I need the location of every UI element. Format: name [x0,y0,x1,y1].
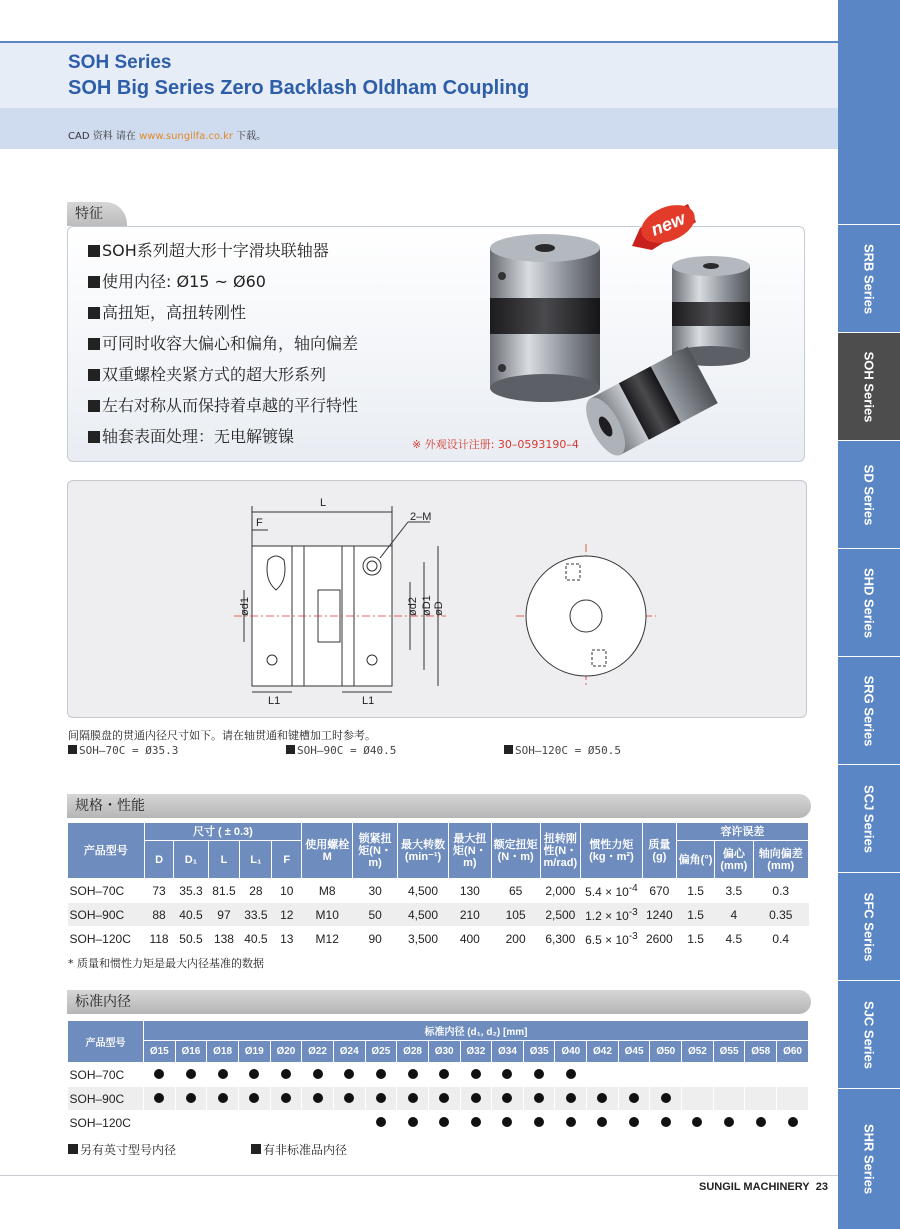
cell-model: SOH–120C [68,927,145,951]
bore-cell [745,1087,777,1111]
available-dot-icon [724,1117,734,1127]
tab-label: SHD Series [861,567,877,638]
available-dot-icon [471,1117,481,1127]
cell-F: 12 [272,903,302,927]
dim-L1-left: L1 [268,695,281,707]
cell-axial: 0.4 [753,927,809,951]
available-dot-icon [502,1117,512,1127]
cell-mass: 670 [642,879,676,903]
bore-size-row [68,1041,809,1063]
bore-through-item: SOH–120C = Ø50.5 [504,744,621,757]
bore-cell [397,1087,429,1111]
bore-cell [650,1063,682,1087]
cad-suffix: 下载。 [233,131,267,142]
tab-label: SRG Series [861,675,877,746]
cell-torque: 90 [353,927,398,951]
bore-cell [333,1063,365,1087]
design-registration-note: ※ 外观设计注册: 30–0593190–4 [412,438,579,451]
col-D1: D₁ [174,841,208,879]
cell-axial: 0.3 [753,879,809,903]
col-bore-size: Ø35 [523,1041,555,1063]
cell-max-torque: 210 [449,903,492,927]
col-inertia: 惯性力矩(kg・m²) [581,823,643,879]
inertia-mantissa: 6.5 [585,932,602,947]
available-dot-icon [154,1069,164,1079]
bore-cell [238,1063,270,1087]
cell-offset: 3.5 [715,879,753,903]
available-dot-icon [629,1093,639,1103]
page-title: SOH Big Series Zero Backlash Oldham Coupling [68,77,530,99]
tab-srb-series[interactable] [838,224,900,332]
col-bore-size: Ø50 [650,1041,682,1063]
col-torque: 锁紧扭矩(N・m) [353,823,398,879]
tab-label: SCJ Series [861,784,877,853]
bore-cell [460,1087,492,1111]
cell-speed: 4,500 [397,879,448,903]
cell-D: 73 [144,879,174,903]
bore-cell [365,1063,397,1087]
table-row [68,903,809,927]
available-dot-icon [566,1093,576,1103]
col-bore-size: Ø25 [365,1041,397,1063]
cell-rated-torque: 65 [491,879,540,903]
times-ten: × 10 [605,884,629,899]
col-axial: 轴向偏差(mm) [753,841,809,879]
table-row [68,1063,809,1087]
tab-shd-series[interactable] [838,548,900,656]
bore-cell [460,1063,492,1087]
series-tab-bar [838,0,900,1229]
available-dot-icon [439,1069,449,1079]
col-bore-size: Ø20 [270,1041,302,1063]
available-dot-icon [534,1069,544,1079]
cad-prefix: CAD 资料 请在 [68,131,140,142]
bore-cell [587,1063,619,1087]
bore-cell [682,1087,714,1111]
col-bore-size: Ø18 [207,1041,239,1063]
bore-table [67,1020,809,1135]
bore-cell [492,1087,524,1111]
feature-item: 双重螺栓夹紧方式的超大形系列 [88,364,358,395]
cad-download-note [68,127,266,142]
tab-scj-series[interactable] [838,764,900,872]
bore-cell [270,1111,302,1135]
table-row [68,927,809,951]
tab-sjc-series[interactable] [838,980,900,1088]
cell-L: 138 [208,927,240,951]
col-bore-size: Ø52 [682,1041,714,1063]
dim-D1: øD1 [421,595,433,616]
cell-L: 81.5 [208,879,240,903]
bore-through-item: SOH–90C = Ø40.5 [286,744,396,757]
features-title: 特征 [67,202,127,226]
cell-D: 88 [144,903,174,927]
bore-cell [175,1087,207,1111]
available-dot-icon [186,1093,196,1103]
col-bore-size: Ø30 [428,1041,460,1063]
dim-d2: ød2 [407,597,419,616]
available-dot-icon [313,1093,323,1103]
feature-item: 轴套表面处理：无电解镀镍 [88,426,358,457]
spec-heading-bar [67,794,811,818]
legend-inch-bore: 另有英寸型号内径 [68,1141,176,1158]
available-dot-icon [313,1069,323,1079]
cell-angle: 1.5 [676,903,714,927]
col-max-torque: 最大扭矩(N・m) [449,823,492,879]
spec-table [67,822,809,951]
tab-label: SHR Series [861,1123,877,1195]
bore-through-note: 间隔膜盘的贯通内径尺寸如下。请在轴贯通和键槽加工时参考。 [68,729,376,742]
col-speed: 最大转数(min⁻¹) [397,823,448,879]
col-model: 产品型号 [68,1021,144,1063]
bore-cell [555,1087,587,1111]
col-bolt: 使用螺栓M [302,823,353,879]
bore-cell [777,1087,809,1111]
bore-cell [460,1111,492,1135]
feature-item: 可同时收容大偏心和偏角，轴向偏差 [88,333,358,364]
available-dot-icon [471,1093,481,1103]
cell-D1: 35.3 [174,879,208,903]
available-dot-icon [566,1117,576,1127]
bore-through-item: SOH–70C = Ø35.3 [68,744,178,757]
bore-cell [302,1087,334,1111]
bore-cell [302,1063,334,1087]
col-L: L [208,841,240,879]
available-dot-icon [439,1117,449,1127]
available-dot-icon [661,1093,671,1103]
col-bore-size: Ø60 [777,1041,809,1063]
tab-sd-series[interactable] [838,440,900,548]
cell-bolt: M8 [302,879,353,903]
available-dot-icon [154,1093,164,1103]
bore-cell [207,1087,239,1111]
footer-text [699,1181,828,1193]
bore-cell [492,1111,524,1135]
bore-cell [650,1111,682,1135]
bore-cell [397,1111,429,1135]
bore-cell [618,1063,650,1087]
features-heading [67,202,197,226]
bore-cell [270,1087,302,1111]
feature-item: 左右对称从而保持着卓越的平行特性 [88,395,358,426]
bore-cell [492,1063,524,1087]
bore-cell [618,1087,650,1111]
col-F: F [272,841,302,879]
bore-cell [587,1087,619,1111]
series-title: SOH Series [68,52,172,73]
col-bore-size: Ø40 [555,1041,587,1063]
table-row [68,879,809,903]
tab-label: SFC Series [861,892,877,961]
cell-max-torque: 400 [449,927,492,951]
bore-cell [777,1063,809,1087]
available-dot-icon [408,1069,418,1079]
cell-speed: 4,500 [397,903,448,927]
bore-cell [523,1063,555,1087]
available-dot-icon [376,1117,386,1127]
product-photo [480,228,780,460]
cad-link[interactable]: www.sungilfa.co.kr [139,131,233,142]
available-dot-icon [186,1069,196,1079]
col-bore-size: Ø32 [460,1041,492,1063]
bore-heading [67,990,811,1014]
cell-F: 10 [272,879,302,903]
cell-L1: 33.5 [240,903,272,927]
bore-cell [238,1087,270,1111]
cell-speed: 3,500 [397,927,448,951]
col-bore-range: 标准内径 (d₁, d₂) [mm] [143,1021,808,1041]
cell-rated-torque: 105 [491,903,540,927]
bore-cell [618,1111,650,1135]
available-dot-icon [249,1069,259,1079]
available-dot-icon [597,1093,607,1103]
cell-model: SOH–120C [68,1111,144,1135]
bore-cell [682,1063,714,1087]
bore-cell [745,1063,777,1087]
bore-title: 标准内径 [75,994,131,1010]
cell-model: SOH–70C [68,879,145,903]
new-badge-label: new [648,208,688,240]
inertia-exponent: -3 [628,930,638,942]
col-bore-size: Ø22 [302,1041,334,1063]
col-rated-torque: 额定扭矩(N・m) [491,823,540,879]
cell-inertia [581,879,643,903]
bore-cell [365,1087,397,1111]
col-bore-size: Ø34 [492,1041,524,1063]
cell-stiffness: 2,500 [540,903,580,927]
cell-L: 97 [208,903,240,927]
cell-torque: 30 [353,879,398,903]
tab-label: SOH Series [861,351,877,422]
feature-item: SOH系列超大形十字滑块联轴器 [88,240,358,271]
available-dot-icon [502,1093,512,1103]
bore-cell [270,1063,302,1087]
page-number: 23 [815,1181,828,1193]
available-dot-icon [249,1093,259,1103]
cell-L1: 28 [240,879,272,903]
available-dot-icon [408,1093,418,1103]
times-ten: × 10 [605,908,629,923]
available-dot-icon [661,1117,671,1127]
available-dot-icon [756,1117,766,1127]
bore-cell [428,1087,460,1111]
available-dot-icon [218,1069,228,1079]
spec-title: 规格・性能 [75,798,145,814]
col-bore-size: Ø42 [587,1041,619,1063]
bore-cell [523,1111,555,1135]
cell-inertia [581,903,643,927]
bore-cell [333,1111,365,1135]
bore-cell [175,1111,207,1135]
bore-cell [555,1111,587,1135]
dimension-drawing [220,490,690,710]
dim-L1-right: L1 [362,695,375,707]
available-dot-icon [692,1117,702,1127]
available-dot-icon [376,1093,386,1103]
bore-cell [587,1111,619,1135]
available-dot-icon [534,1117,544,1127]
tab-srg-series[interactable] [838,656,900,764]
cell-axial: 0.35 [753,903,809,927]
cell-bolt: M12 [302,927,353,951]
cell-mass: 2600 [642,927,676,951]
feature-item: 高扭矩，高扭转刚性 [88,302,358,333]
col-dims: 尺寸 ( ± 0.3) [144,823,302,841]
available-dot-icon [788,1117,798,1127]
col-D: D [144,841,174,879]
bore-cell [397,1063,429,1087]
bore-cell [333,1087,365,1111]
cell-model: SOH–70C [68,1063,144,1087]
bore-cell [713,1063,745,1087]
cell-offset: 4.5 [715,927,753,951]
cell-model: SOH–90C [68,903,145,927]
bore-cell [428,1063,460,1087]
bore-cell [143,1111,175,1135]
dim-2M: 2–M [410,511,432,523]
bore-cell [428,1111,460,1135]
available-dot-icon [344,1069,354,1079]
cell-max-torque: 130 [449,879,492,903]
col-bore-size: Ø28 [397,1041,429,1063]
table-row [68,1087,809,1111]
cell-mass: 1240 [642,903,676,927]
times-ten: × 10 [605,932,629,947]
available-dot-icon [502,1069,512,1079]
bore-cell [682,1111,714,1135]
footer-brand: SUNGIL MACHINERY [699,1181,810,1193]
col-bore-size: Ø24 [333,1041,365,1063]
col-L1: L₁ [240,841,272,879]
dim-L: L [320,497,327,509]
cell-stiffness: 2,000 [540,879,580,903]
bore-cell [555,1063,587,1087]
tab-sfc-series[interactable] [838,872,900,980]
cell-D: 118 [144,927,174,951]
col-bore-size: Ø15 [143,1041,175,1063]
table-row [68,1111,809,1135]
cell-bolt: M10 [302,903,353,927]
header-rule [0,41,838,43]
tab-label: SRB Series [861,243,877,314]
available-dot-icon [281,1069,291,1079]
col-mass: 质量(g) [642,823,676,879]
features-list [88,240,358,457]
tab-soh-series[interactable] [838,332,900,440]
bore-cell [365,1111,397,1135]
col-stiffness: 扭转刚性(N・m/rad) [540,823,580,879]
bore-cell [207,1063,239,1087]
available-dot-icon [376,1069,386,1079]
cell-model: SOH–90C [68,1087,144,1111]
available-dot-icon [439,1093,449,1103]
bore-cell [238,1111,270,1135]
inertia-exponent: -4 [628,882,638,894]
dim-D: øD [433,601,445,616]
col-bore-size: Ø55 [713,1041,745,1063]
inertia-mantissa: 5.4 [585,884,602,899]
bore-heading-bar [67,990,811,1014]
spec-footnote: * 质量和惯性力矩是最大内径基准的数据 [68,957,264,970]
available-dot-icon [534,1093,544,1103]
bore-cell [207,1111,239,1135]
available-dot-icon [344,1093,354,1103]
col-tolerance: 容许误差 [676,823,808,841]
inertia-exponent: -3 [628,906,638,918]
col-bore-size: Ø45 [618,1041,650,1063]
dim-F: F [256,517,263,529]
spec-heading [67,794,811,818]
col-angle: 偏角(°) [676,841,714,879]
bore-cell [650,1087,682,1111]
col-bore-size: Ø19 [238,1041,270,1063]
col-model: 产品型号 [68,823,145,879]
tab-label: SD Series [861,464,877,525]
available-dot-icon [408,1117,418,1127]
col-offset: 偏心(mm) [715,841,753,879]
bore-cell [143,1063,175,1087]
available-dot-icon [218,1093,228,1103]
cell-angle: 1.5 [676,927,714,951]
available-dot-icon [566,1069,576,1079]
bore-cell [175,1063,207,1087]
available-dot-icon [629,1117,639,1127]
inertia-mantissa: 1.2 [585,908,602,923]
col-bore-size: Ø58 [745,1041,777,1063]
page-footer [0,1175,838,1197]
bore-cell [302,1111,334,1135]
feature-item: 使用内径: Ø15 ~ Ø60 [88,271,358,302]
cell-offset: 4 [715,903,753,927]
bore-cell [777,1111,809,1135]
cell-D1: 40.5 [174,903,208,927]
tab-shr-series[interactable] [838,1088,900,1229]
bore-body [68,1063,809,1135]
bore-cell [713,1087,745,1111]
cell-stiffness: 6,300 [540,927,580,951]
dim-d1: ød1 [239,597,251,616]
cell-D1: 50.5 [174,927,208,951]
legend-nonstandard-bore: 有非标准品内径 [251,1141,347,1158]
cell-L1: 40.5 [240,927,272,951]
bore-cell [745,1111,777,1135]
cell-angle: 1.5 [676,879,714,903]
bore-cell [143,1087,175,1111]
available-dot-icon [471,1069,481,1079]
cell-F: 13 [272,927,302,951]
col-bore-size: Ø16 [175,1041,207,1063]
available-dot-icon [281,1093,291,1103]
available-dot-icon [597,1117,607,1127]
cell-torque: 50 [353,903,398,927]
tab-label: SJC Series [861,1000,877,1069]
cell-inertia [581,927,643,951]
cell-rated-torque: 200 [491,927,540,951]
bore-cell [523,1087,555,1111]
bore-cell [713,1111,745,1135]
